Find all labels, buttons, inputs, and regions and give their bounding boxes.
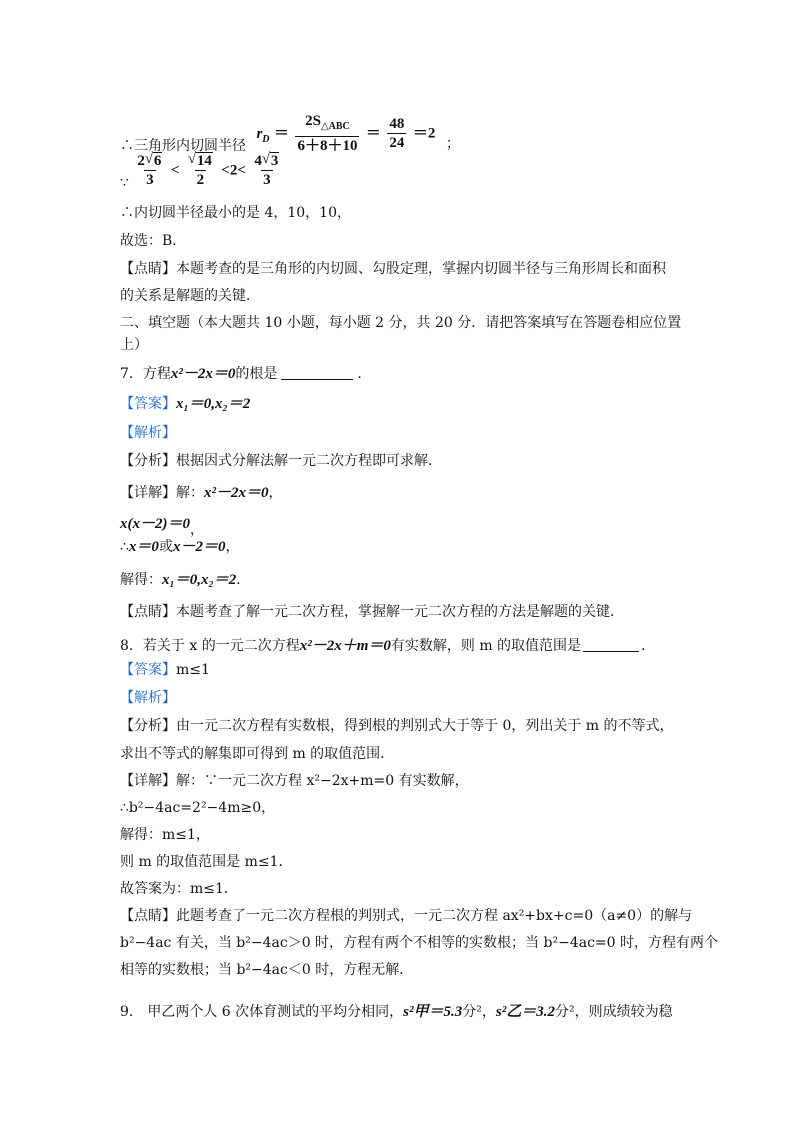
q8-answer-blank <box>583 637 639 652</box>
q7-answer <box>120 394 250 414</box>
q7-suffix: 的根是 <box>235 366 278 382</box>
therefore: ∴ <box>120 539 129 555</box>
dianjing-text: 此题考查了一元二次方程根的判别式，一元二次方程 ax²+bx+c=0（a≠0）的解与 <box>176 908 693 924</box>
q8-comment-1 <box>120 906 692 926</box>
q7-equation: x²－2x＝0 <box>170 366 236 382</box>
q7-prefix: 7．方程 <box>120 366 171 382</box>
less-than-two: <2< <box>221 162 246 179</box>
section-2-heading-1: 二、填空题（本大题共 10 小题，每小题 2 分，共 20 分．请把答案填写在答题卷相应位置 <box>120 315 682 331</box>
q7-comment <box>120 602 624 622</box>
xiangjie-prefix: 解： <box>176 485 204 501</box>
choose-line: 故选：B． <box>120 233 187 249</box>
comment-line-1 <box>120 259 666 279</box>
dianjing-text: 本题考查了解一元二次方程，掌握解一元二次方程的方法是解题的关键． <box>176 604 624 620</box>
fraction-root14-over-2: √ 14 2 <box>187 151 212 188</box>
dianjing-tag: 【点睛】 <box>120 908 176 924</box>
semicolon: ； <box>445 135 460 152</box>
q8-xiangjie-1 <box>120 771 469 791</box>
answer-tag: 【答案】 <box>120 662 176 678</box>
q8-fenxi-1 <box>120 716 674 736</box>
xiangjie-eq: x²－2x＝0 <box>204 485 269 501</box>
q8-xiangjie-3: 解得：m≤1， <box>120 827 210 843</box>
dianjing-tag: 【点睛】 <box>120 604 176 620</box>
xiangjie-comma: ， <box>268 485 283 501</box>
answer-tag: 【答案】 <box>120 396 176 412</box>
q7-analysis-tag: 【解析】 <box>120 425 176 441</box>
step3-or: 或 <box>158 539 173 555</box>
fenxi-tag: 【分析】 <box>120 453 176 469</box>
xiangjie-tag: 【详解】 <box>120 485 176 501</box>
r-symbol: $r_D$ <box>256 125 270 145</box>
fenxi-text: 根据因式分解法解一元二次方程即可求解． <box>176 453 442 469</box>
q7-xiangjie <box>120 483 283 503</box>
q7-question <box>120 364 371 384</box>
sol-prefix: 解得： <box>120 572 162 588</box>
q7-dot: ． <box>357 366 372 382</box>
q8-comment-3: 相等的实数根；当 b²−4ac＜0 时，方程无解． <box>120 962 414 978</box>
q8-fenxi-2: 求出不等式的解集即可得到 m 的取值范围． <box>120 746 395 762</box>
q8-answer-value: m≤1 <box>176 662 210 678</box>
sol-dot: ． <box>236 572 251 588</box>
comment-line-2: 的关系是解题的关键． <box>120 288 260 304</box>
q7-step2 <box>120 514 204 538</box>
comment-tag: 【点睛】 <box>120 261 176 277</box>
q7-fenxi <box>120 451 442 471</box>
q7-step3 <box>120 537 239 557</box>
q9-variance-yi: s²乙＝3.2 <box>495 1004 555 1020</box>
fenxi-text: 由一元二次方程有实数根，得到根的判别式大于等于 0，列出关于 m 的不等式， <box>176 718 674 734</box>
q8-xiangjie-2: ∴b²−4ac=2²−4m≥0， <box>120 800 276 816</box>
q9-question <box>120 1002 673 1022</box>
inequality-line <box>120 152 283 189</box>
section-2-heading-2: 上） <box>120 337 148 353</box>
q7-answer-blank <box>281 365 353 380</box>
q8-comment-2: b²−4ac 有关，当 b²−4ac＞0 时，方程有两个不相等的实数根；当 b²−4ac=0 时，方程有两个 <box>120 935 718 951</box>
equals: ＝ <box>273 125 289 142</box>
q8-answer <box>120 660 210 680</box>
q8-xiangjie-5: 故答案为：m≤1． <box>120 881 238 897</box>
q8-analysis-tag: 【解析】 <box>120 690 176 706</box>
step3-b: x－2＝0 <box>172 539 226 555</box>
because-symbol: ∵ <box>120 174 129 191</box>
q9-variance-jia: s²甲＝5.3 <box>403 1004 463 1020</box>
q9-prefix: 9． 甲乙两个人 6 次体育测试的平均分相同， <box>120 1004 404 1020</box>
fenxi-tag: 【分析】 <box>120 718 176 734</box>
step3-a: x＝0 <box>128 539 159 555</box>
q9-unit-1: 分²， <box>462 1004 496 1020</box>
q8-question <box>120 636 655 656</box>
less-than: < <box>170 162 180 179</box>
xiangjie-text: 解：∵一元二次方程 x²−2x+m=0 有实数解， <box>176 773 469 789</box>
equals-2: ＝ <box>365 125 381 142</box>
fraction-2root6-over-3: 2 √ 6 3 <box>137 151 162 188</box>
step3-comma: ， <box>225 539 240 555</box>
q7-answer-value: x₁＝0,x₂＝2 <box>176 396 251 412</box>
q8-xiangjie-4: 则 m 的取值范围是 m≤1． <box>120 854 293 870</box>
q8-suffix: 有实数解，则 m 的取值范围是 <box>390 638 582 654</box>
incircle-radius-line <box>120 112 460 155</box>
comment-text: 本题考查的是三角形的内切圆、勾股定理，掌握内切圆半径与三角形周长和面积 <box>176 261 666 277</box>
step2-comma: ， <box>190 522 204 538</box>
fraction-4root3-over-3: 4 √ 3 3 <box>254 151 279 188</box>
q9-unit-2: 分²，则成绩较为稳 <box>554 1004 673 1020</box>
q7-solution <box>120 570 250 590</box>
step2-eq: x(x－2)＝0 <box>120 516 190 532</box>
q8-equation: x²－2x＋m＝0 <box>299 638 391 654</box>
equals-two: ＝2 <box>412 125 436 142</box>
q8-prefix: 8．若关于 x 的一元二次方程 <box>120 638 300 654</box>
sol-value: x₁＝0,x₂＝2 <box>162 572 237 588</box>
q8-dot: ． <box>641 638 656 654</box>
therefore-label: ∴三角形内切圆半径 <box>120 137 246 154</box>
min-radius-line: ∴内切圆半径最小的是 4，10，10， <box>120 205 351 221</box>
xiangjie-tag: 【详解】 <box>120 773 176 789</box>
fraction-2s-over-perimeter: $\frac{2S_{\triangle ABC}}{6+8+10}$ <box>297 113 358 154</box>
fraction-48-24: $\frac{48}{24}$ <box>389 116 405 151</box>
